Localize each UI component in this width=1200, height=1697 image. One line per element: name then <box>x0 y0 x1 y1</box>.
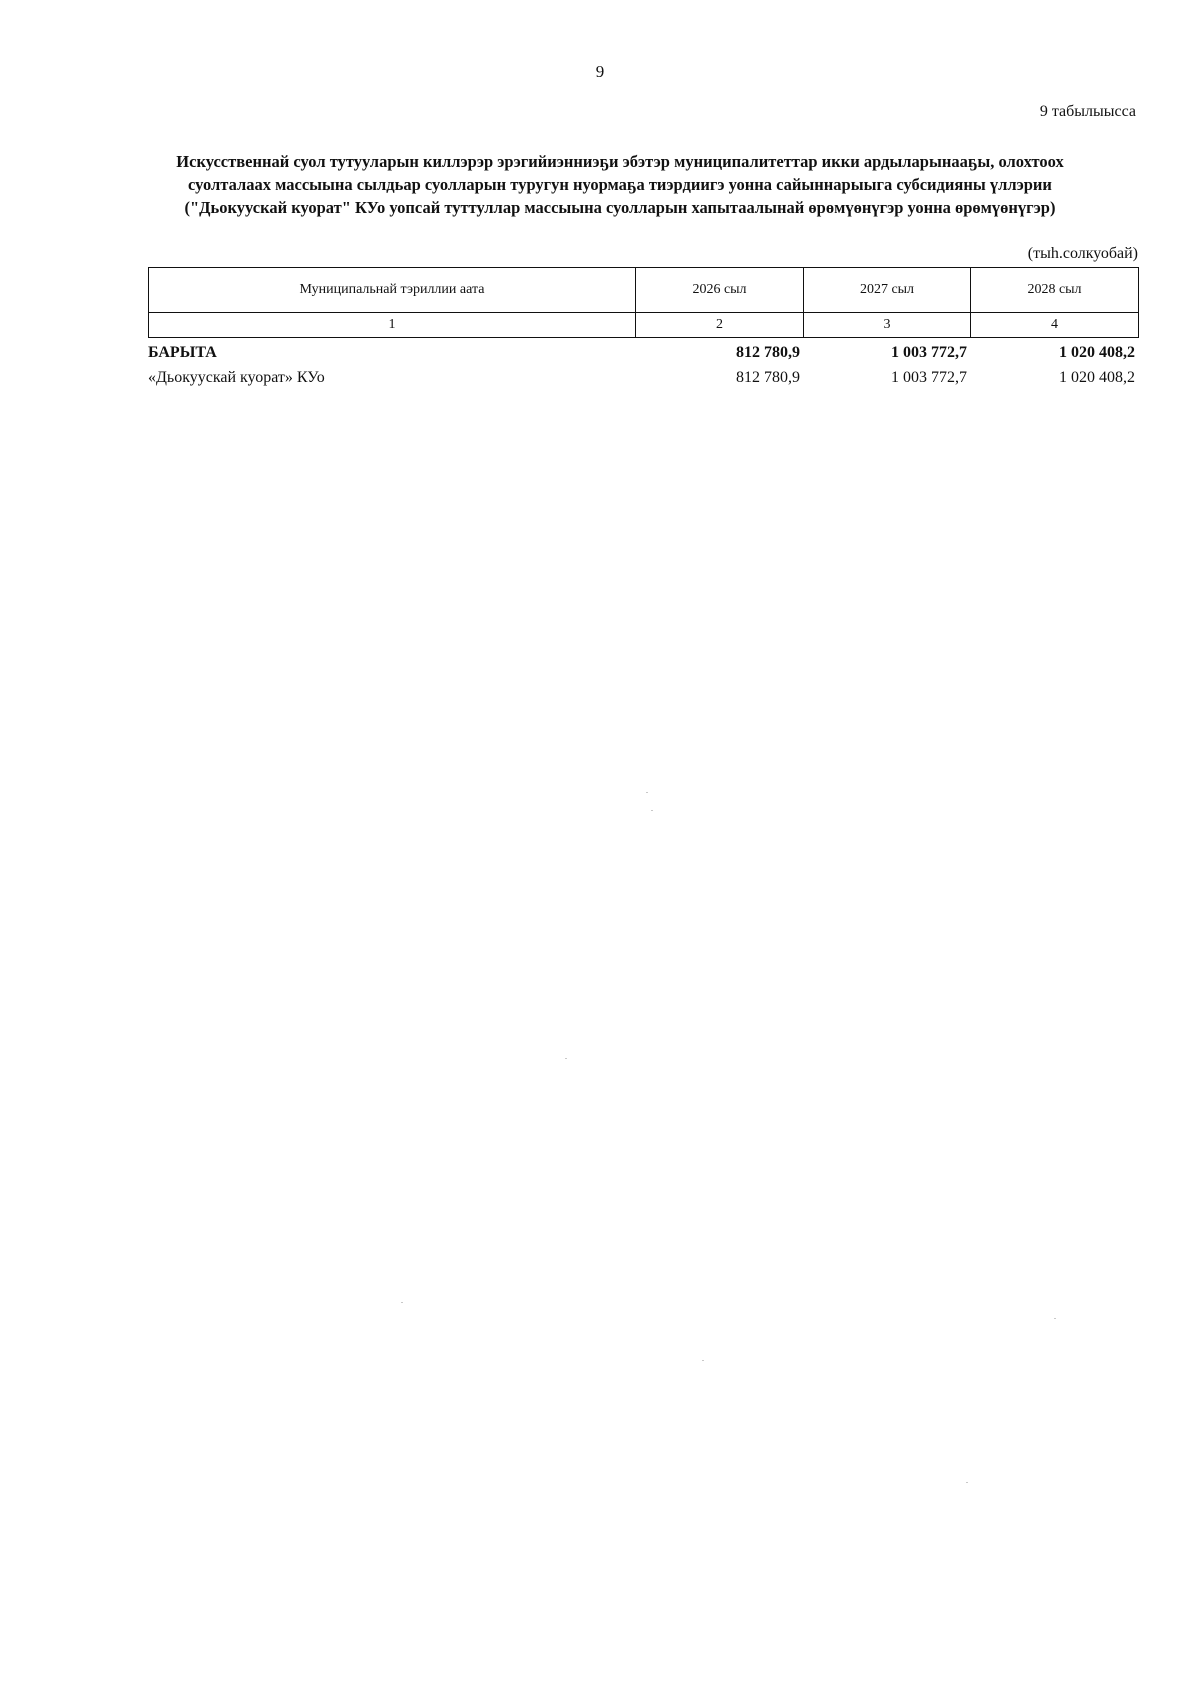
row-name: «Дьокуускай куорат» КУо <box>148 369 325 386</box>
scan-speck <box>401 1302 403 1303</box>
row-name: БАРЫТА <box>148 344 217 361</box>
scan-speck <box>651 810 653 811</box>
value-2028: 1 020 408,2 <box>1059 369 1135 386</box>
header-row <box>149 268 1139 313</box>
header-2028: 2028 сыл <box>971 268 1139 313</box>
annex-label: 9 табылыысса <box>1039 103 1136 120</box>
value-2026: 812 780,9 <box>736 344 800 361</box>
document-title <box>120 150 1120 219</box>
title-line-1: Искусственнай суол тутууларын киллэрэр эрэгийиэнниэҕи эбэтэр муниципалитеттар икки ардыларынааҕы, олохтоох <box>176 152 1064 171</box>
value-2028: 1 020 408,2 <box>1059 344 1135 361</box>
table-header <box>148 267 1139 338</box>
title-line-3: ("Дьокуускай куорат" КУо уопсай туттуллар массыына суолларын хапытаалынай өрөмүөнүгэр уонна өрөмүөнүгэр) <box>184 198 1056 217</box>
column-number-row <box>149 313 1139 338</box>
page-number: 9 <box>595 62 605 81</box>
title-line-2: суолталаах массыына сылдьар суолларын туругун нуормаҕа тиэрдиигэ уонна сайыннарыыга субсидияны үллэрии <box>188 175 1052 194</box>
value-2027: 1 003 772,7 <box>891 369 967 386</box>
scan-speck <box>702 1360 704 1361</box>
total-row <box>148 340 1138 365</box>
table-body <box>148 340 1138 390</box>
column-number-4: 4 <box>971 313 1139 338</box>
header-2027: 2027 сыл <box>804 268 971 313</box>
column-number-3: 3 <box>804 313 971 338</box>
scan-speck <box>565 1058 567 1059</box>
value-2026: 812 780,9 <box>736 369 800 386</box>
column-number-2: 2 <box>636 313 804 338</box>
units-label: (тыһ.солкуобай) <box>1027 245 1138 262</box>
table-row <box>148 365 1138 390</box>
header-2026: 2026 сыл <box>636 268 804 313</box>
value-2027: 1 003 772,7 <box>891 344 967 361</box>
scan-speck <box>646 792 648 793</box>
scan-speck <box>1054 1318 1056 1319</box>
header-municipality: Муниципальнай тэриллии аата <box>149 268 636 313</box>
column-number-1: 1 <box>149 313 636 338</box>
scan-speck <box>966 1482 968 1483</box>
